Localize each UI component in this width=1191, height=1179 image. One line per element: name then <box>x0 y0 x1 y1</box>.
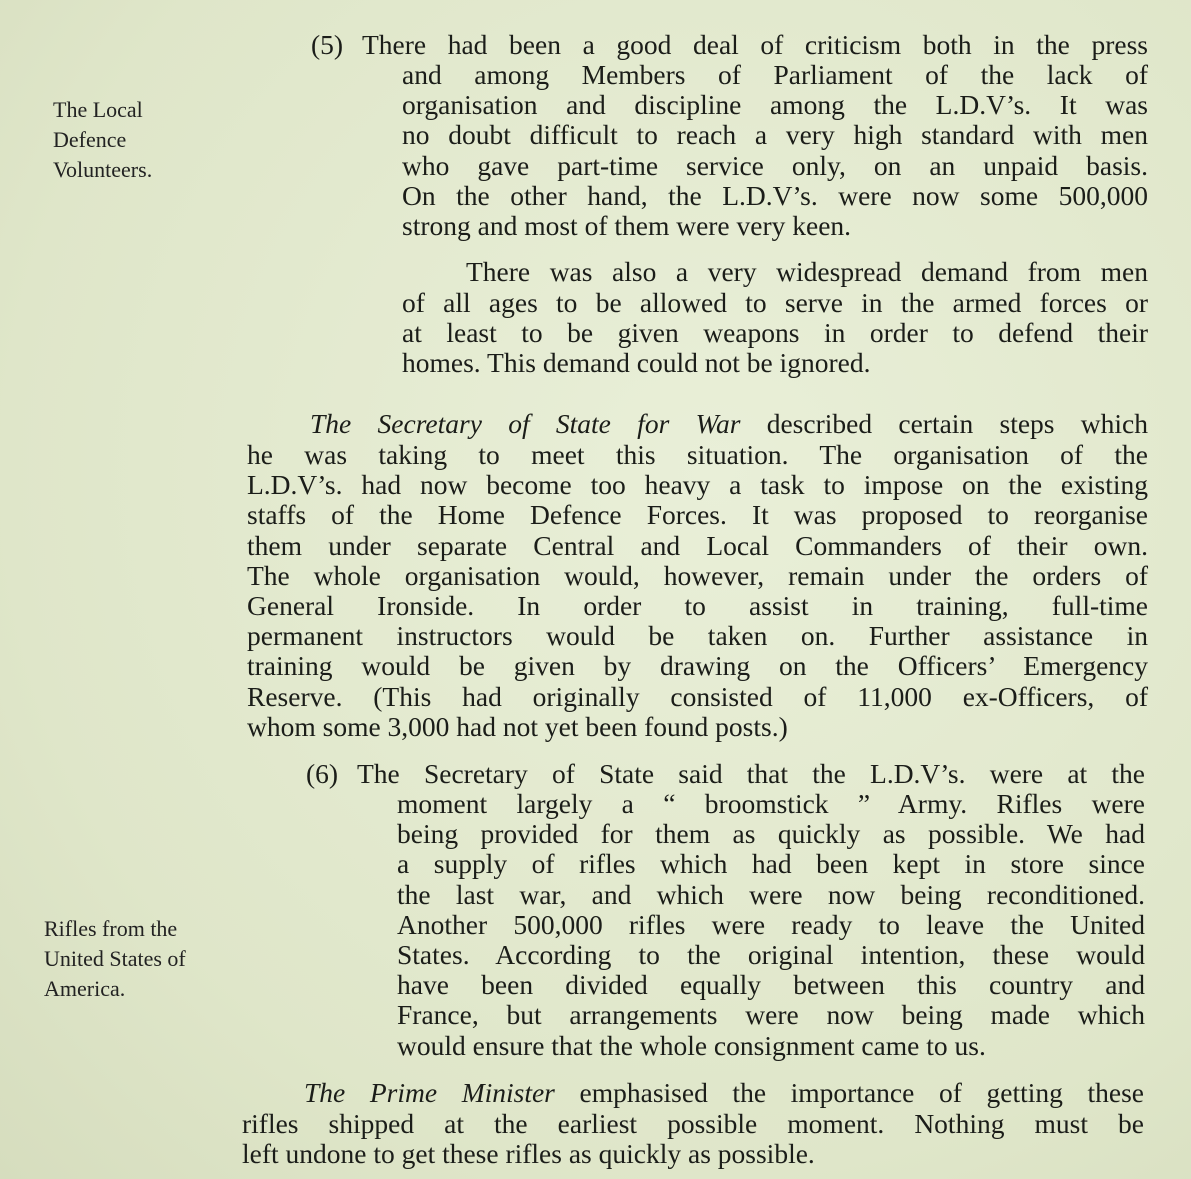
paragraph-6-first <box>357 759 1145 789</box>
paragraph-line <box>310 409 1148 439</box>
paragraph-line: organisation and discipline among the L.D.V’s. It was <box>402 89 1148 121</box>
paragraph-line: a supply of rifles which had been kept in store since <box>397 848 1145 880</box>
paragraph-line: staffs of the Home Defence Forces. It was proposed to reorganise <box>247 499 1148 531</box>
paragraph-line: The whole organisation would, however, remain under the orders of <box>247 559 1148 591</box>
paragraph-5-first <box>362 30 1148 60</box>
paragraph-number: (6) <box>306 758 339 789</box>
paragraph-5-body <box>402 60 1148 241</box>
paragraph-5-continuation <box>402 288 1148 379</box>
paragraph-text: described certain steps which <box>766 408 1148 439</box>
margin-note-line: Rifles from the <box>44 916 178 941</box>
sos-paragraph-body <box>247 440 1148 742</box>
paragraph-line: training would be given by drawing on the Officers’ Emergency <box>247 650 1148 682</box>
paragraph-5-continuation-first <box>466 257 1148 287</box>
paragraph-line: strong and most of them were very keen. <box>402 210 852 242</box>
paragraph-6-number <box>306 759 356 789</box>
paragraph-text: emphasised the importance of getting these <box>579 1077 1144 1108</box>
paragraph-line: moment largely a “ broomstick ” Army. Rifles were <box>397 788 1145 819</box>
paragraph-line: have been divided equally between this country and <box>397 969 1145 1001</box>
margin-note-line: The Local <box>53 97 143 122</box>
paragraph-line: being provided for them as quickly as possible. We had <box>397 818 1145 850</box>
sos-paragraph-first <box>310 409 1148 439</box>
paragraph-line: L.D.V’s. had now become too heavy a task to impose on the existing <box>247 469 1148 501</box>
speaker-name: The Prime Minister <box>304 1077 555 1108</box>
paragraph-number: (5) <box>311 29 344 60</box>
speaker-name: The Secretary of State for War <box>310 408 741 439</box>
margin-note-rifles <box>44 914 186 1004</box>
paragraph-line: and among Members of Parliament of the lack of <box>402 59 1148 90</box>
paragraph-line: The Secretary of State said that the L.D.V’s. were at the <box>357 758 1145 789</box>
margin-note-line: Defence <box>53 127 127 152</box>
paragraph-line: no doubt difficult to reach a very high standard with men <box>402 119 1148 151</box>
paragraph-line: There had been a good deal of criticism both in the press <box>362 29 1148 60</box>
paragraph-line: Reserve. (This had originally consisted of 11,000 ex-Officers, of <box>247 680 1148 712</box>
margin-note-line: United States of <box>44 946 186 971</box>
paragraph-5-number <box>311 30 361 60</box>
paragraph-line: General Ironside. In order to assist in training, full-time <box>247 590 1148 622</box>
paragraph-line: he was taking to meet this situation. The organisation of the <box>247 439 1148 470</box>
paragraph-line: who gave part-time service only, on an unpaid basis. <box>402 149 1148 181</box>
paragraph-line: at least to be given weapons in order to defend their <box>402 317 1148 349</box>
paragraph-line: France, but arrangements were now being made which <box>397 999 1145 1031</box>
paragraph-line: them under separate Central and Local Commanders of their own. <box>247 529 1148 561</box>
paragraph-line <box>304 1078 1144 1108</box>
margin-note-line: America. <box>44 976 126 1001</box>
paragraph-line: Another 500,000 rifles were ready to leave the United <box>397 908 1145 940</box>
paragraph-line: would ensure that the whole consignment came to us. <box>397 1029 986 1061</box>
margin-note-ldv <box>53 95 152 185</box>
paragraph-line: On the other hand, the L.D.V’s. were now some 500,000 <box>402 179 1148 211</box>
paragraph-line: homes. This demand could not be ignored. <box>402 347 871 379</box>
paragraph-line: the last war, and which were now being reconditioned. <box>397 878 1145 910</box>
paragraph-6-body <box>397 789 1145 1061</box>
paragraph-line: whom some 3,000 had not yet been found posts.) <box>247 710 788 742</box>
paragraph-line: States. According to the original intention, these would <box>397 939 1145 971</box>
paragraph-line: permanent instructors would be taken on. Further assistance in <box>247 620 1148 652</box>
paragraph-line: of all ages to be allowed to serve in the armed forces or <box>402 287 1148 318</box>
pm-paragraph-body <box>242 1109 1144 1169</box>
paragraph-line: left undone to get these rifles as quickly as possible. <box>242 1138 815 1170</box>
paragraph-line: There was also a very widespread demand from men <box>466 256 1148 287</box>
paragraph-line: rifles shipped at the earliest possible moment. Nothing must be <box>242 1108 1144 1139</box>
margin-note-line: Volunteers. <box>53 157 153 182</box>
pm-paragraph-first <box>304 1078 1144 1108</box>
